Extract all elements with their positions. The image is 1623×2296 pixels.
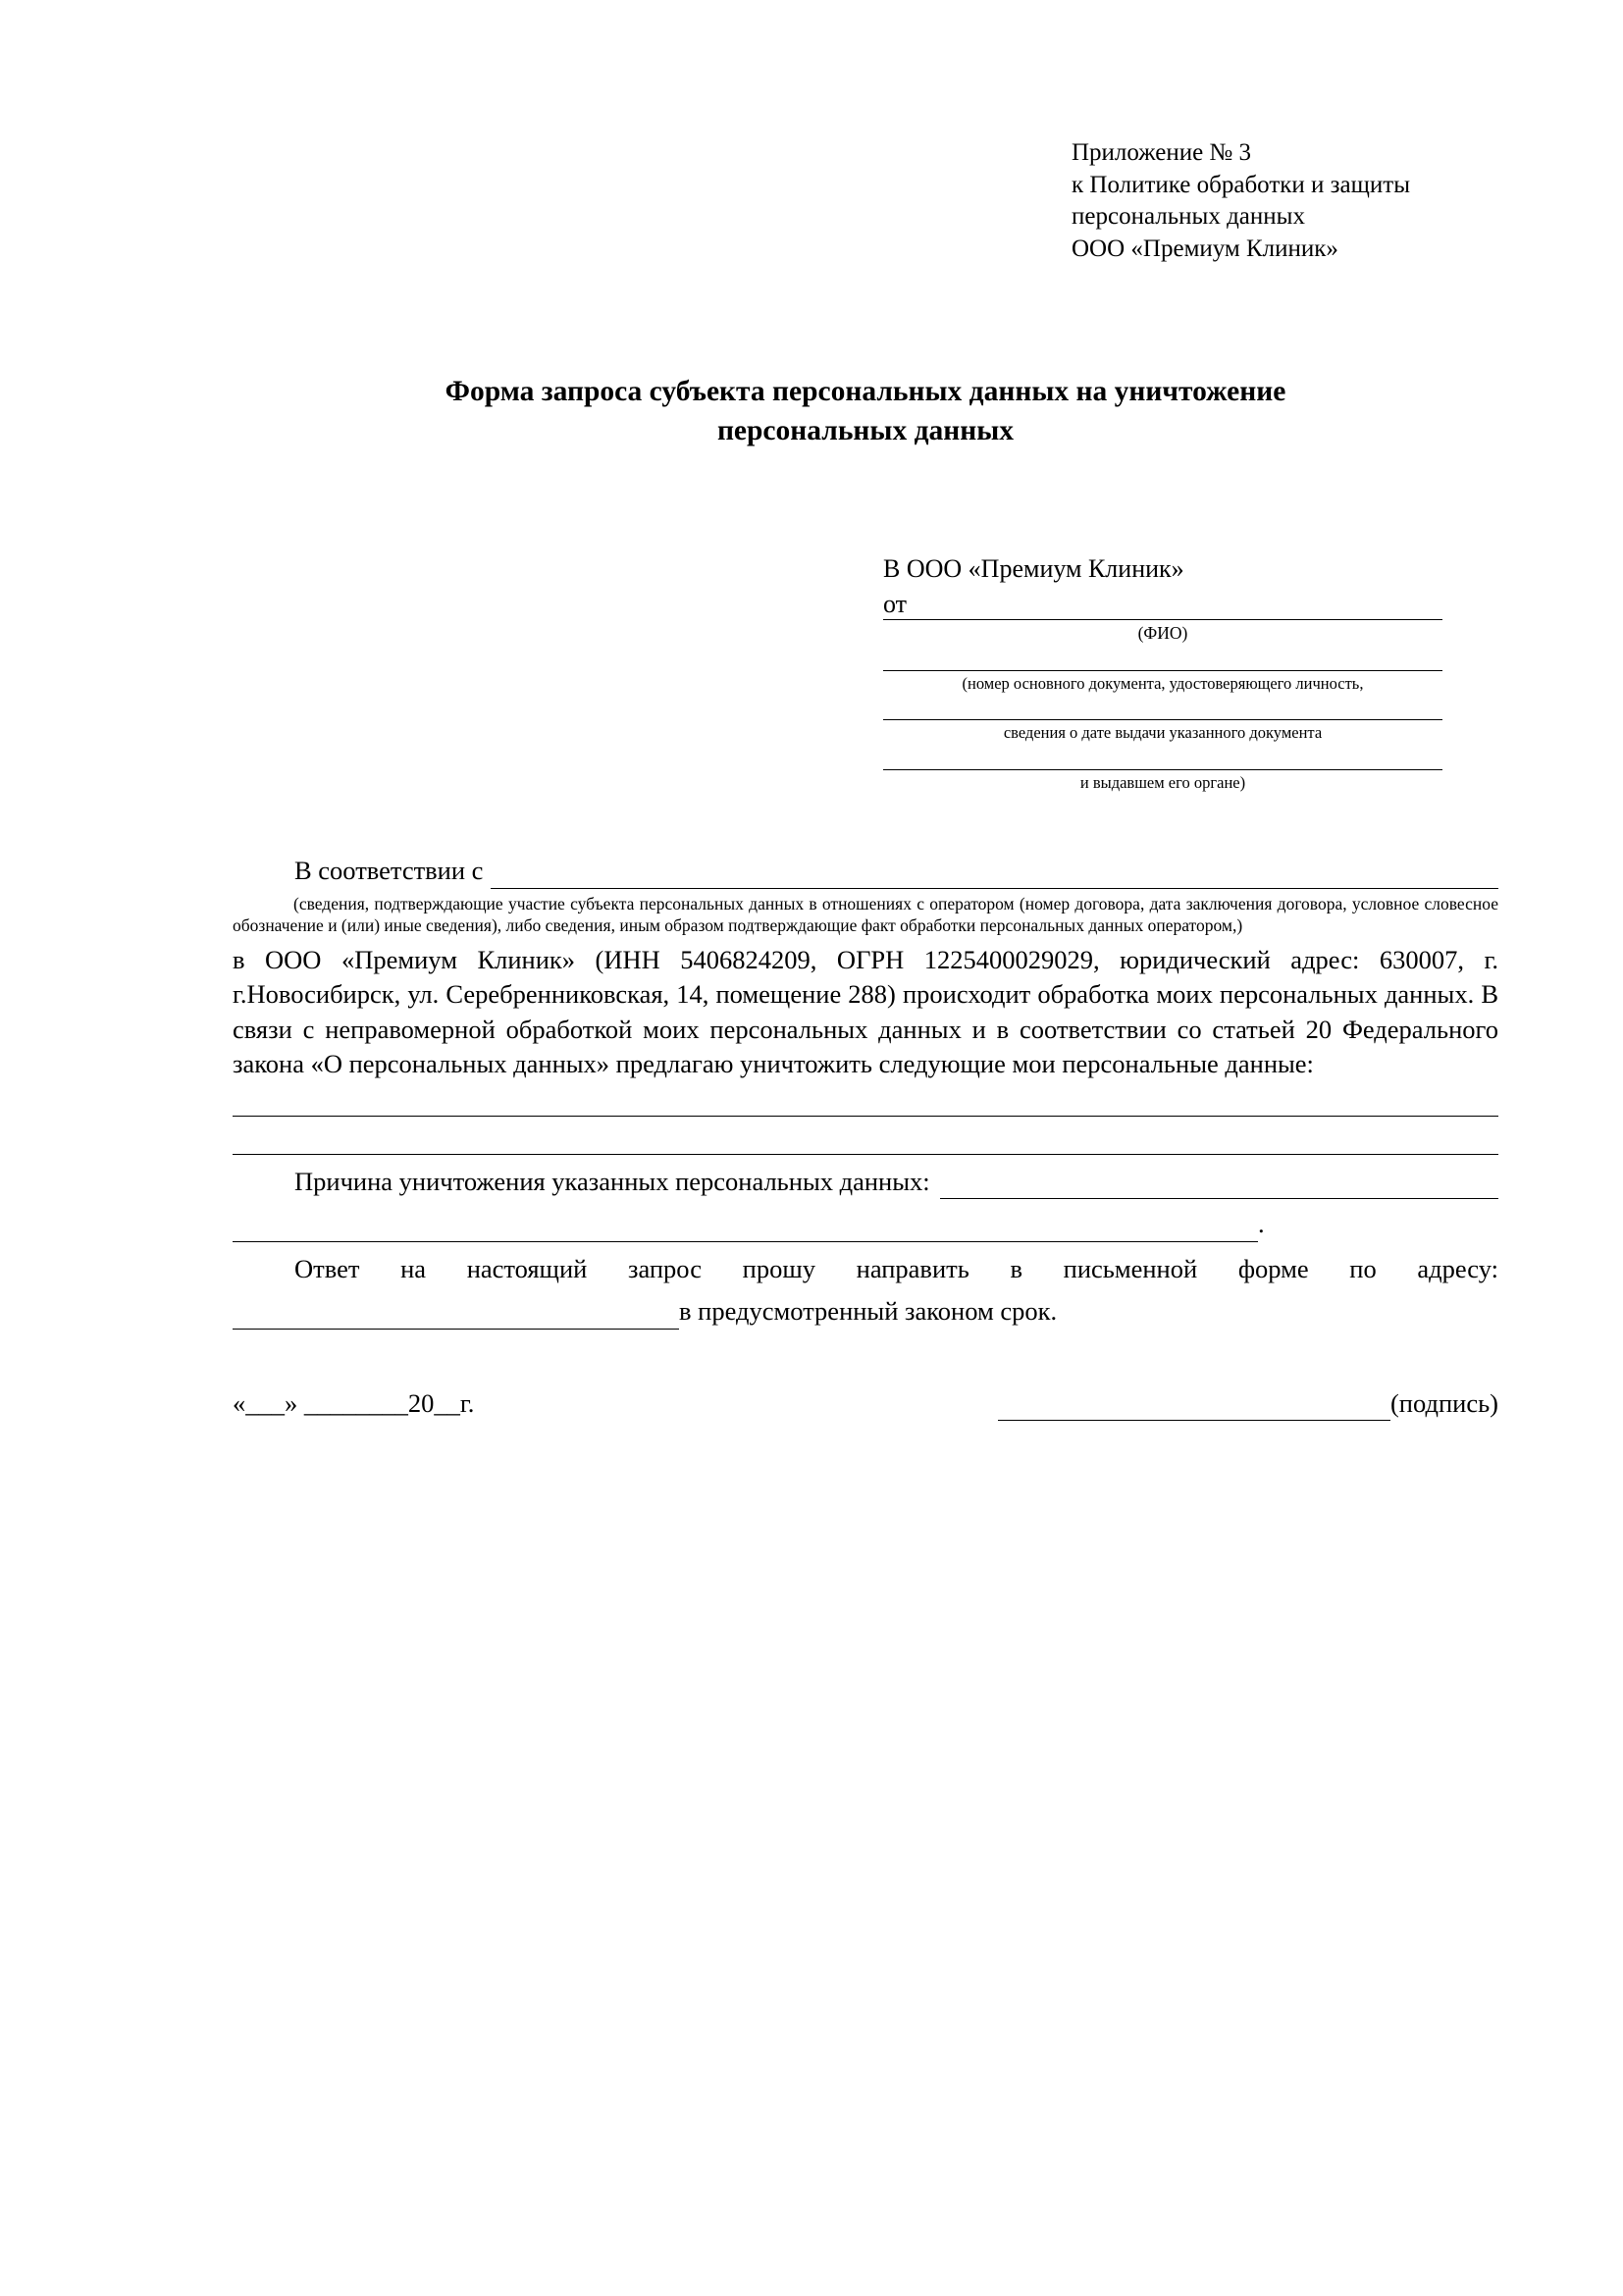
document-issuer-caption: и выдавшем его органе)	[1079, 772, 1246, 792]
page-title-line-1: Форма запроса субъекта персональных данных на уничтожение	[445, 376, 1286, 407]
document-date-caption: сведения о дате выдачи указанного документа	[1003, 723, 1323, 743]
answer-address-tail: в предусмотренный законом срок.	[679, 1296, 1058, 1327]
reason-field-rule-2[interactable]	[233, 1217, 1258, 1242]
appendix-header-line-3: персональных данных	[1072, 203, 1305, 230]
appendix-header-line-4: ООО «Премиум Клиник»	[1072, 235, 1338, 262]
document-number-field-rule[interactable]	[883, 670, 1442, 671]
addressee-from-label: от	[883, 589, 908, 618]
addressee-organization: В ООО «Премиум Клиник»	[883, 553, 1184, 583]
document-content	[233, 137, 1498, 1421]
answer-address-field-rule[interactable]	[233, 1304, 679, 1330]
body-text	[233, 854, 1498, 1421]
main-paragraph: в ООО «Премиум Клиник» (ИНН 5406824209, ОГРН 1225400029029, юридический адрес: 630007, г. г.Новосибирск, ул. Серебренниковская, 14, помещение 288) происходит обработка моих персональных данных. В связи с неправомерной обработкой моих персональных данных и в соответствии со статьей 20 Федерального закона «О персональных данных» предлагаю уничтожить следующие мои персональные данные:	[233, 944, 1498, 1079]
page-title-line-2: персональных данных	[716, 414, 1015, 446]
appendix-header	[1072, 137, 1498, 265]
spacer-2	[883, 694, 1442, 719]
reason-label: Причина уничтожения указанных персональных данных:	[294, 1166, 930, 1196]
accordance-note	[233, 893, 1498, 937]
signature-label: (подпись)	[1389, 1387, 1498, 1418]
signature-field-rule[interactable]	[998, 1395, 1390, 1421]
page-title	[233, 373, 1498, 451]
answer-paragraph: Ответ на настоящий запрос прошу направить в письменной форме по адресу:	[294, 1253, 1498, 1283]
document-date-field-rule[interactable]	[883, 719, 1442, 720]
reason-continuation-line	[233, 1207, 1498, 1242]
fio-field-rule[interactable]	[883, 619, 1442, 620]
appendix-header-line-2: к Политике обработки и защиты	[1072, 171, 1411, 198]
data-blank-line-2[interactable]	[233, 1154, 1498, 1155]
addressee-block	[883, 554, 1442, 794]
date-field[interactable]: «___» ________20__г.	[233, 1387, 475, 1418]
reason-field-rule[interactable]	[940, 1174, 1498, 1199]
accordance-note-text: (сведения, подтверждающие участие субъекта персональных данных в отношениях с оператором (номер договора, дата заключения договора, условное словесное обозначение и (или) иные сведения), либо сведения, иным образом подтверждающие факт обработки персональных данных оператором,)	[233, 893, 1498, 936]
fio-caption: (ФИО)	[1137, 622, 1188, 643]
document-number-caption: (номер основного документа, удостоверяющего личность,	[962, 673, 1364, 693]
spacer-1	[883, 645, 1442, 670]
document-issuer-field-rule[interactable]	[883, 769, 1442, 770]
reason-period: .	[1258, 1209, 1265, 1239]
accordance-field-rule[interactable]	[491, 863, 1498, 889]
accordance-label: В соответствии с	[294, 856, 484, 886]
spacer-3	[883, 744, 1442, 769]
reason-line	[233, 1165, 1498, 1200]
answer-address-line	[233, 1294, 1498, 1330]
appendix-header-line-1: Приложение № 3	[1072, 139, 1252, 166]
data-blank-line-1[interactable]	[233, 1116, 1498, 1117]
signature-row	[233, 1386, 1498, 1422]
accordance-line	[233, 854, 1498, 889]
